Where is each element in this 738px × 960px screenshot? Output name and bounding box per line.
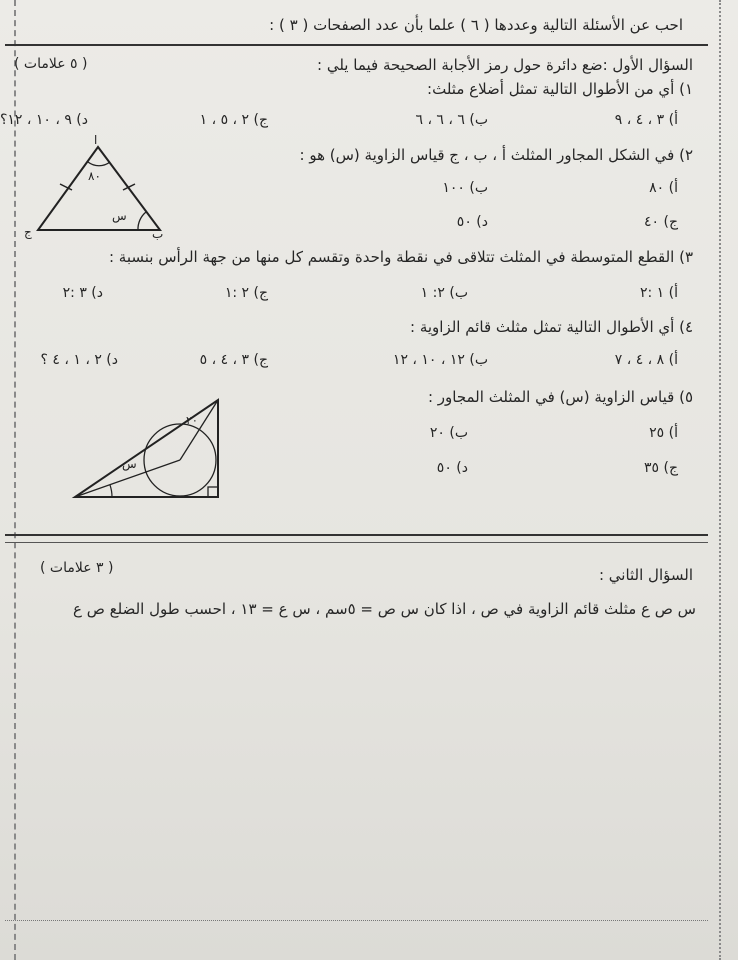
left-margin-dashes [14, 0, 16, 960]
angle-x-label-fig1: س [112, 209, 127, 223]
right-triangle-figure [70, 392, 230, 504]
q1-marks: ( ٥ علامات ) [14, 56, 88, 72]
angle-arc-x [138, 212, 146, 230]
q1-item4-option-b[interactable]: ب) ١٢ ، ١٠ ، ١٢ [392, 352, 488, 368]
angle-80-label: ٨٠ [88, 169, 101, 183]
q1-item1-stem: ١) أي من الأطوال التالية تمثل أضلاع مثلث: [427, 80, 693, 98]
angle-20-label: ٢٠ [186, 414, 198, 427]
header-divider [5, 44, 708, 46]
q1-item3-option-c[interactable]: ج) ٢ :١ [224, 285, 268, 301]
q1-item5-stem: ٥) قياس الزاوية (س) في المثلث المجاور : [427, 388, 693, 406]
vertex-a-label: ا [94, 133, 98, 147]
q1-item1-option-a[interactable]: أ) ٣ ، ٤ ، ٩ [614, 112, 678, 128]
q1-item1-option-c[interactable]: ج) ٢ ، ٥ ، ١ [199, 112, 268, 128]
q1-item4-option-d[interactable]: د) ٢ ، ١ ، ٤ ؟ [40, 352, 118, 368]
right-angle-mark [208, 487, 218, 497]
q2-marks: ( ٣ علامات ) [40, 560, 114, 576]
q1-item1-option-d[interactable]: د) ٩ ، ١٠ ، ١٢؟ [0, 112, 88, 128]
section-divider [5, 534, 708, 536]
right-margin-dashes [719, 0, 721, 960]
q1-title: السؤال الأول :ضع دائرة حول رمز الأجابة الصحيحة فيما يلي : [317, 56, 693, 74]
triangle-figure-abc [20, 132, 170, 244]
q1-item4-option-a[interactable]: أ) ٨ ، ٤ ، ٧ [614, 352, 678, 368]
vertex-c-label: ج [24, 225, 32, 239]
q1-item3-option-b[interactable]: ب) ٢: ١ [420, 285, 468, 301]
bisector-top [180, 400, 218, 460]
q1-item1-option-b[interactable]: ب) ٦ ، ٦ ، ٦ [415, 112, 488, 128]
bottom-divider [5, 920, 708, 921]
angle-x-label-fig2: س [122, 457, 137, 471]
q1-item2-stem: ٢) في الشكل المجاور المثلث أ ، ب ، ج قياس الزاوية (س) هو : [299, 146, 693, 164]
q1-item5-option-c[interactable]: ج) ٣٥ [644, 460, 678, 476]
angle-arc-fig2 [110, 485, 112, 497]
q1-item5-option-a[interactable]: أ) ٢٥ [649, 425, 678, 441]
angle-arc-top [88, 162, 110, 166]
q1-item3-stem: ٣) القطع المتوسطة في المثلث تتلاقى في نقطة واحدة وتقسم كل منها من جهة الرأس بنسبة : [108, 248, 693, 266]
q1-item3-option-a[interactable]: أ) ١ :٢ [639, 285, 678, 301]
q2-title: السؤال الثاني : [598, 566, 693, 584]
q1-item5-option-d[interactable]: د) ٥٠ [436, 460, 468, 476]
q2-problem-text: س ص ع مثلث قائم الزاوية في ص ، اذا كان س ص = ٥سم ، س ع = ١٣ ، احسب طول الضلع ص ع [73, 600, 696, 618]
q1-item4-stem: ٤) أي الأطوال التالية تمثل مثلث قائم الزاوية : [410, 318, 693, 336]
exam-instruction: احب عن الأسئلة التالية وعددها ( ٦ ) علما بأن عدد الصفحات ( ٣ ) : [269, 16, 683, 34]
section-divider-thin [5, 542, 708, 543]
q1-item2-option-a[interactable]: أ) ٨٠ [649, 180, 678, 196]
vertex-b-label: ب [152, 227, 164, 241]
q1-item5-option-b[interactable]: ب) ٢٠ [429, 425, 468, 441]
q1-item4-option-c[interactable]: ج) ٣ ، ٤ ، ٥ [199, 352, 268, 368]
q1-item2-option-c[interactable]: ج) ٤٠ [644, 214, 678, 230]
q1-item3-option-d[interactable]: د) ٣ :٢ [62, 285, 103, 301]
q1-item2-option-b[interactable]: ب) ١٠٠ [442, 180, 488, 196]
q1-item2-option-d[interactable]: د) ٥٠ [456, 214, 488, 230]
